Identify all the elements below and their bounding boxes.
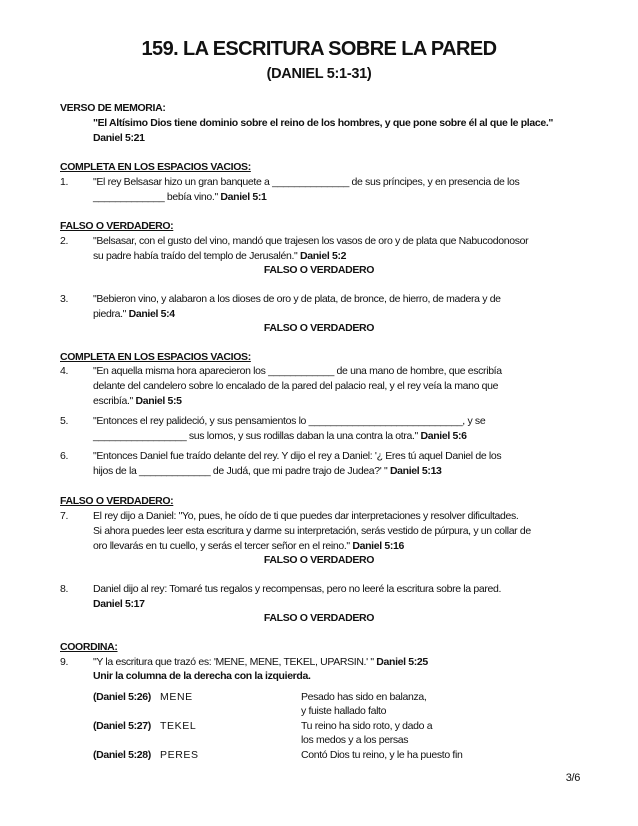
scripture-ref: Daniel 5:6 [420,430,467,442]
match-left-word[interactable]: MENE [160,691,193,703]
match-right-option[interactable]: Tu reino ha sido roto, y dado a [301,720,433,732]
memory-verse-heading: VERSO DE MEMORIA: [60,102,166,114]
question-text-line2: Si ahora puedes leer esta escritura y darme su interpretación, serás vestido de púrpura, y un collar de [93,525,531,537]
question-number: 1. [60,176,69,188]
question-number: 2. [60,235,69,247]
match-left-word[interactable]: PERES [160,749,199,761]
question-text: "Y la escritura que trazó es: 'MENE, MENE, TEKEL, UPARSIN.' " Daniel 5:25 [93,656,428,668]
question-text-line2: delante del candelero sobre lo encalado de la pared del palacio real, y el rey veía la mano que [93,380,499,392]
question-text: Daniel dijo al rey: Tomaré tus regalos y recompensas, pero no leeré la escritura sobre la pared. [93,583,502,595]
question-number: 4. [60,365,69,377]
match-instruction: Unir la columna de la derecha con la izquierda. [93,670,311,682]
match-left-ref: (Daniel 5:26) [93,691,151,703]
question-number: 3. [60,293,69,305]
section-heading-true-false: FALSO O VERDADERO: [60,220,174,232]
memory-verse-ref: Daniel 5:21 [93,132,145,144]
question-text-line3: oro llevarás en tu cuello, y serás el tercer señor en el reino." Daniel 5:16 [93,540,404,552]
question-text-line2: su padre había traído del templo de Jerusalén." Daniel 5:2 [93,250,347,262]
match-right-option-line2: los medos y a los persas [301,734,409,746]
page-number: 3/6 [565,772,580,784]
match-left-word[interactable]: TEKEL [160,720,197,732]
scripture-ref: Daniel 5:17 [93,598,145,610]
memory-verse-text: "El Altísimo Dios tiene dominio sobre el reino de los hombres, y que pone sobre él al que le place." [93,117,554,129]
scripture-ref: Daniel 5:1 [220,191,267,203]
question-text: "En aquella misma hora aparecieron los ____________ de una mano de hombre, que escribía [93,365,502,377]
question-text-line2: piedra." Daniel 5:4 [93,308,175,320]
page-title: 159. LA ESCRITURA SOBRE LA PARED [141,38,497,60]
question-number: 8. [60,583,69,595]
scripture-ref: Daniel 5:25 [376,656,428,668]
true-false-answer[interactable]: FALSO O VERDADERO [263,264,375,276]
match-right-option[interactable]: Pesado has sido en balanza, [301,691,427,703]
match-right-option-line2: y fuiste hallado falto [301,705,387,717]
match-left-ref: (Daniel 5:27) [93,720,151,732]
question-number: 6. [60,450,69,462]
question-text: El rey dijo a Daniel: "Yo, pues, he oído de ti que puedes dar interpretaciones y resolver dificultades. [93,510,519,522]
question-text-line2: hijos de la _____________ de Judá, que mi padre trajo de Judea?' " Daniel 5:13 [93,465,442,477]
question-text: "Bebieron vino, y alabaron a los dioses de oro y de plata, de bronce, de hierro, de madera y de [93,293,501,305]
question-text-line2: _________________ sus lomos, y sus rodillas daban la una contra la otra." Daniel 5:6 [93,430,467,442]
scripture-ref: Daniel 5:4 [128,308,175,320]
scripture-ref: Daniel 5:2 [300,250,347,262]
question-text-line2: _____________ bebía vino." Daniel 5:1 [93,191,267,203]
question-number: 5. [60,415,69,427]
true-false-answer[interactable]: FALSO O VERDADERO [263,554,375,566]
question-number: 7. [60,510,69,522]
scripture-ref: Daniel 5:13 [389,465,442,477]
match-left-ref: (Daniel 5:28) [93,749,151,761]
page-subtitle: (DANIEL 5:1-31) [266,66,372,82]
section-heading-fill-blanks: COMPLETA EN LOS ESPACIOS VACIOS: [60,351,251,363]
scripture-ref: Daniel 5:16 [352,540,404,552]
match-right-option[interactable]: Contó Dios tu reino, y le ha puesto fin [301,749,463,761]
section-heading-true-false: FALSO O VERDADERO: [60,495,174,507]
question-number: 9. [60,656,69,668]
question-text: "Entonces Daniel fue traído delante del rey. Y dijo el rey a Daniel: '¿ Eres tú aquel Daniel de los [93,450,502,462]
question-text: "Entonces el rey palideció, y sus pensamientos lo ____________________________, y se [93,415,486,427]
question-text: "El rey Belsasar hizo un gran banquete a ______________ de sus príncipes, y en presencia de los [93,176,520,188]
question-text-line3: escribía." Daniel 5:5 [93,395,182,407]
section-heading-match: COORDINA: [60,641,118,653]
section-heading-fill-blanks: COMPLETA EN LOS ESPACIOS VACIOS: [60,161,251,173]
scripture-ref: Daniel 5:5 [135,395,182,407]
true-false-answer[interactable]: FALSO O VERDADERO [263,322,375,334]
true-false-answer[interactable]: FALSO O VERDADERO [263,612,375,624]
question-text: "Belsasar, con el gusto del vino, mandó que trajesen los vasos de oro y de plata que Nabucodonosor [93,235,529,247]
